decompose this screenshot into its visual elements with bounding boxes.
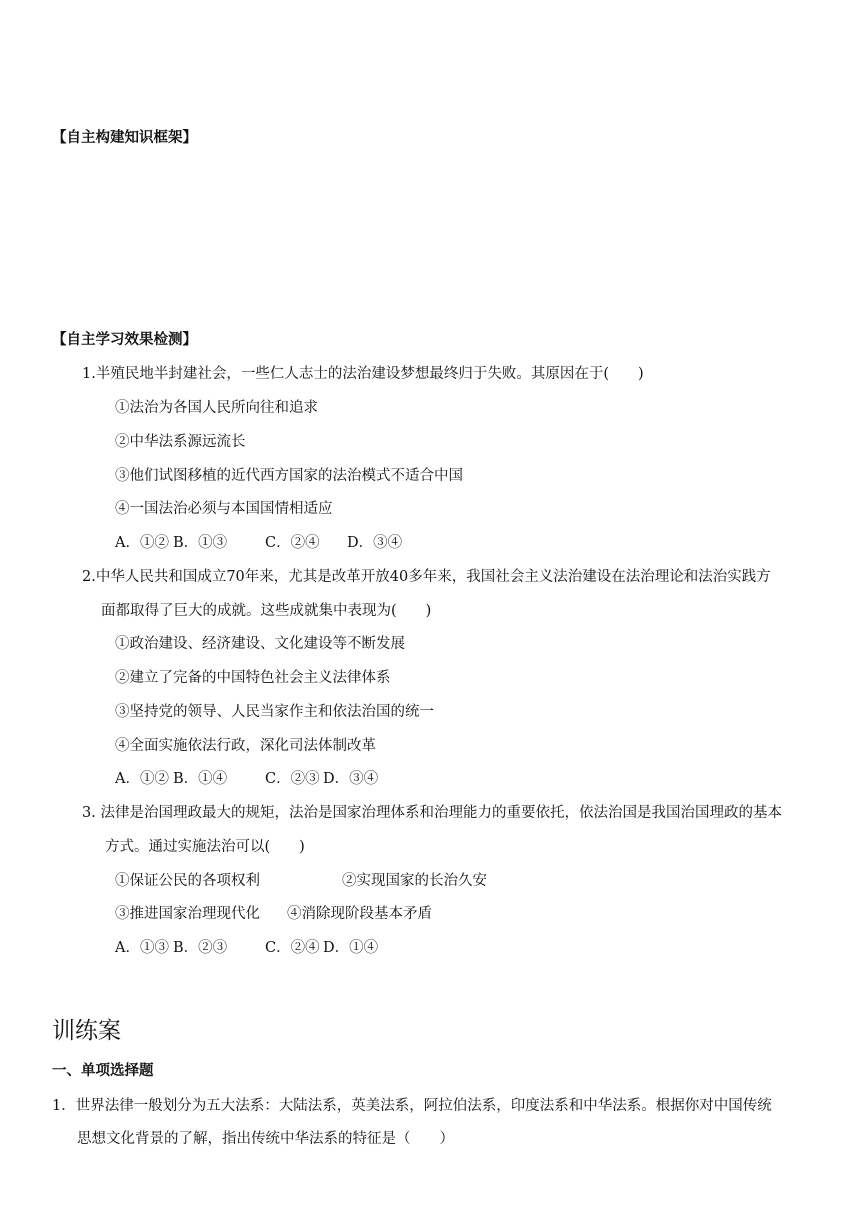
question-3-item-3: ③推进国家治理现代化	[115, 906, 260, 922]
question-2-options	[115, 769, 378, 789]
option-c: C．②④	[265, 535, 320, 551]
question-3-stem-line-1: 3. 法律是治国理政最大的规矩，法治是国家治理体系和治理能力的重要依托，依法治国是我国治国理政的基本	[82, 805, 782, 821]
test-heading: 【自主学习效果检测】	[52, 331, 197, 348]
option-d: D．①④	[323, 940, 379, 956]
option-d: D．③④	[323, 771, 379, 787]
question-1-item-3: ③他们试图移植的近代西方国家的法治模式不适合中国	[115, 468, 463, 484]
question-2-item-1: ①政治建设、经济建设、文化建设等不断发展	[115, 636, 405, 652]
training-question-1-line-1: 1．世界法律一般划分为五大法系：大陆法系，英美法系，阿拉伯法系，印度法系和中华法系。根据你对中国传统	[52, 1098, 772, 1114]
option-b: B．②③	[173, 940, 228, 956]
question-1-item-4: ④一国法治必须与本国国情相适应	[115, 501, 333, 517]
option-c: C．②④	[265, 940, 320, 956]
question-3-item-1: ①保证公民的各项权利	[115, 873, 260, 889]
question-3-stem-line-2: 方式。通过实施法治可以( )	[105, 839, 305, 855]
question-2-stem-line-1: 2.中华人民共和国成立70年来，尤其是改革开放40多年来，我国社会主义法治建设在法治理论和法治实践方	[82, 569, 771, 585]
option-d: D．③④	[347, 535, 403, 551]
question-2-item-4: ④全面实施依法行政，深化司法体制改革	[115, 738, 376, 754]
question-3-item-2: ②实现国家的长治久安	[342, 873, 487, 889]
question-2-item-3: ③坚持党的领导、人民当家作主和依法治国的统一	[115, 704, 434, 720]
question-1-options	[115, 533, 402, 553]
question-2-item-2: ②建立了完备的中国特色社会主义法律体系	[115, 670, 391, 686]
training-subheading: 一、单项选择题	[52, 1063, 154, 1079]
option-b: B．①③	[173, 535, 228, 551]
option-b: B．①④	[173, 771, 228, 787]
training-title: 训练案	[52, 1018, 121, 1044]
question-1-item-1: ①法治为各国人民所向往和追求	[115, 400, 318, 416]
option-a: A．①②	[115, 535, 169, 551]
question-3-options	[115, 938, 378, 958]
question-1-stem: 1.半殖民地半封建社会，一些仁人志士的法治建设梦想最终归于失败。其原因在于( )	[82, 366, 644, 382]
question-3-item-4: ④消除现阶段基本矛盾	[287, 906, 432, 922]
framework-heading: 【自主构建知识框架】	[52, 129, 197, 146]
option-a: A．①②	[115, 771, 169, 787]
option-c: C．②③	[265, 771, 320, 787]
question-2-stem-line-2: 面都取得了巨大的成就。这些成就集中表现为( )	[101, 603, 432, 619]
option-a: A．①③	[115, 940, 169, 956]
training-question-1-line-2: 思想文化背景的了解，指出传统中华法系的特征是（ ）	[77, 1131, 454, 1147]
question-1-item-2: ②中华法系源远流长	[115, 434, 246, 450]
